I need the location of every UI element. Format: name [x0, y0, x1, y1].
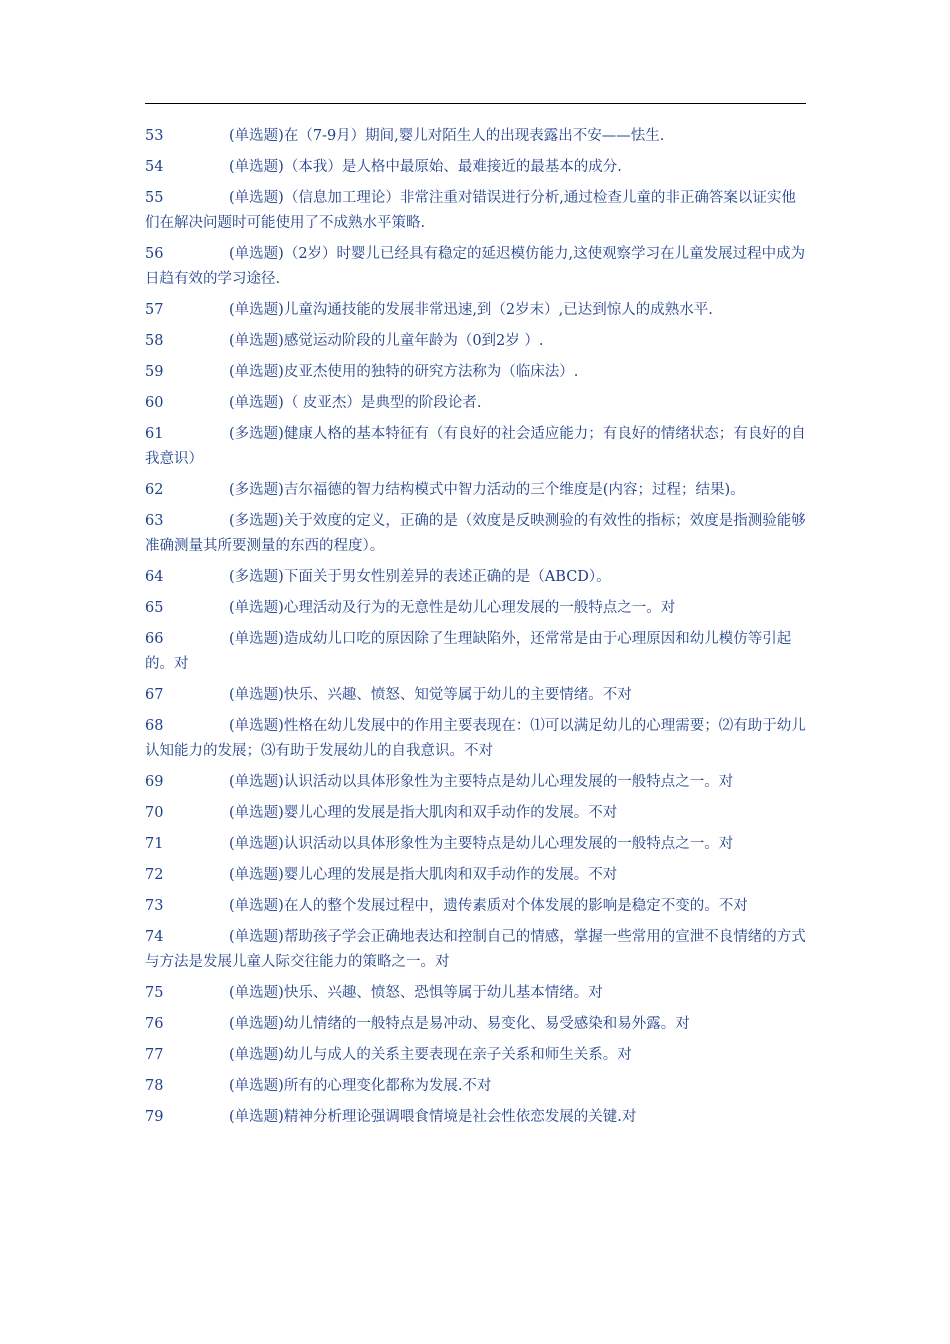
question-number: 59: [145, 364, 164, 380]
question-item: [145, 155, 809, 180]
question-text: (多选题)关于效度的定义，正确的是（效度是反映测验的有效性的指标；效度是指测验能够准确测量其所要测量的东西的程度）。: [145, 513, 806, 554]
question-item: [145, 863, 809, 888]
question-item: [145, 478, 809, 503]
question-item: [145, 832, 809, 857]
question-item: [145, 391, 809, 416]
question-number: 75: [145, 985, 164, 1001]
question-text: (单选题)婴儿心理的发展是指大肌肉和双手动作的发展。不对: [229, 867, 618, 883]
question-item: [145, 422, 809, 472]
question-number: 63: [145, 513, 164, 529]
question-item: [145, 298, 809, 323]
question-number: 71: [145, 836, 164, 852]
question-item: [145, 801, 809, 826]
question-text: (单选题)（ 皮亚杰）是典型的阶段论者.: [229, 395, 482, 411]
question-item: [145, 360, 809, 385]
question-item: [145, 894, 809, 919]
question-text: (单选题)在（7-9月）期间,婴儿对陌生人的出现表露出不安——怯生.: [229, 128, 665, 144]
question-item: [145, 509, 809, 559]
question-number: 76: [145, 1016, 164, 1032]
question-item: [145, 1043, 809, 1068]
question-item: [145, 1105, 809, 1130]
question-item: [145, 565, 809, 590]
question-number: 78: [145, 1078, 164, 1094]
question-number: 77: [145, 1047, 164, 1063]
question-text: (单选题)幼儿情绪的一般特点是易冲动、易变化、易受感染和易外露。对: [229, 1016, 690, 1032]
question-item: [145, 683, 809, 708]
question-text: (单选题)造成幼儿口吃的原因除了生理缺陷外，还常常是由于心理原因和幼儿模仿等引起的。对: [145, 631, 792, 672]
question-number: 62: [145, 482, 164, 498]
question-number: 56: [145, 246, 164, 262]
question-item: [145, 124, 809, 149]
question-number: 64: [145, 569, 164, 585]
question-item: [145, 981, 809, 1006]
question-text: (单选题)在人的整个发展过程中，遗传素质对个体发展的影响是稳定不变的。不对: [229, 898, 748, 914]
question-text: (多选题)健康人格的基本特征有（有良好的社会适应能力；有良好的情绪状态；有良好的自我意识）: [145, 426, 806, 467]
question-item: [145, 186, 809, 236]
question-number: 70: [145, 805, 164, 821]
question-item: [145, 596, 809, 621]
question-text: (单选题)快乐、兴趣、愤怒、知觉等属于幼儿的主要情绪。不对: [229, 687, 632, 703]
header-rule: [145, 103, 806, 104]
question-number: 79: [145, 1109, 164, 1125]
question-number: 73: [145, 898, 164, 914]
question-item: [145, 714, 809, 764]
question-text: (单选题)认识活动以具体形象性为主要特点是幼儿心理发展的一般特点之一。对: [229, 774, 734, 790]
question-text: (单选题)精神分析理论强调喂食情境是社会性依恋发展的关键.对: [229, 1109, 637, 1125]
question-number: 53: [145, 128, 164, 144]
question-text: (单选题)所有的心理变化都称为发展.不对: [229, 1078, 492, 1094]
question-item: [145, 242, 809, 292]
question-text: (单选题)（2岁）时婴儿已经具有稳定的延迟模仿能力,这使观察学习在儿童发展过程中成为日趋有效的学习途径.: [145, 246, 806, 287]
question-text: (单选题)快乐、兴趣、愤怒、恐惧等属于幼儿基本情绪。对: [229, 985, 603, 1001]
question-text: (单选题)性格在幼儿发展中的作用主要表现在：⑴可以满足幼儿的心理需要；⑵有助于幼儿认知能力的发展；⑶有助于发展幼儿的自我意识。不对: [145, 718, 806, 759]
question-number: 54: [145, 159, 164, 175]
question-text: (单选题)（信息加工理论）非常注重对错误进行分析,通过检查儿童的非正确答案以证实他们在解决问题时可能使用了不成熟水平策略.: [145, 190, 796, 231]
question-number: 57: [145, 302, 164, 318]
question-number: 60: [145, 395, 164, 411]
question-item: [145, 925, 809, 975]
question-text: (单选题)皮亚杰使用的独特的研究方法称为（临床法）.: [229, 364, 579, 380]
question-text: (多选题)下面关于男女性别差异的表述正确的是（ABCD）。: [229, 569, 611, 585]
question-text: (单选题)幼儿与成人的关系主要表现在亲子关系和师生关系。对: [229, 1047, 632, 1063]
question-text: (单选题)婴儿心理的发展是指大肌肉和双手动作的发展。不对: [229, 805, 618, 821]
question-item: [145, 329, 809, 354]
question-number: 67: [145, 687, 164, 703]
question-number: 68: [145, 718, 164, 734]
question-text: (单选题)感觉运动阶段的儿童年龄为（0到2岁 ）.: [229, 333, 544, 349]
question-text: (单选题)儿童沟通技能的发展非常迅速,到（2岁末）,已达到惊人的成熟水平.: [229, 302, 713, 318]
question-number: 55: [145, 190, 164, 206]
question-item: [145, 1012, 809, 1037]
question-text: (多选题)吉尔福德的智力结构模式中智力活动的三个维度是(内容；过程；结果)。: [229, 482, 745, 498]
question-number: 65: [145, 600, 164, 616]
question-item: [145, 770, 809, 795]
question-text: (单选题)认识活动以具体形象性为主要特点是幼儿心理发展的一般特点之一。对: [229, 836, 734, 852]
question-text: (单选题)心理活动及行为的无意性是幼儿心理发展的一般特点之一。对: [229, 600, 676, 616]
question-item: [145, 627, 809, 677]
question-number: 74: [145, 929, 164, 945]
question-list: [145, 124, 809, 1136]
question-item: [145, 1074, 809, 1099]
question-text: (单选题)帮助孩子学会正确地表达和控制自己的情感，掌握一些常用的宣泄不良情绪的方式与方法是发展儿童人际交往能力的策略之一。对: [145, 929, 806, 970]
question-number: 66: [145, 631, 164, 647]
question-number: 58: [145, 333, 164, 349]
question-number: 72: [145, 867, 164, 883]
question-number: 69: [145, 774, 164, 790]
question-text: (单选题)（本我）是人格中最原始、最难接近的最基本的成分.: [229, 159, 622, 175]
question-number: 61: [145, 426, 164, 442]
